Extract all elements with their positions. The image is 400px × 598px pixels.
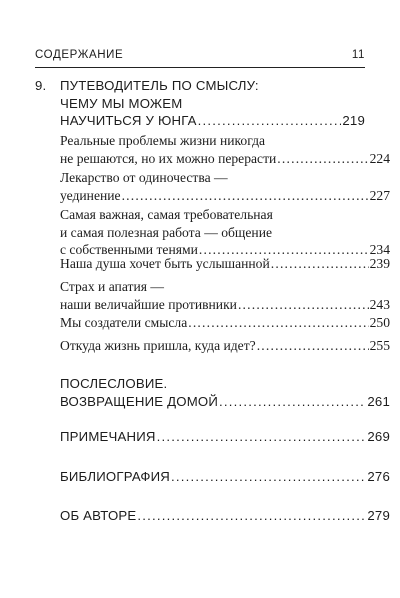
chapter-title-line-3: НАУЧИТЬСЯ У ЮНГА [60,113,197,128]
page-ref: 234 [369,242,390,257]
section-title-line-1: Наша душа хочет быть услышанной [60,256,270,271]
toc-about-author[interactable] [35,508,390,526]
page-ref: 250 [369,315,390,330]
page-ref: 279 [367,508,390,523]
section-title-line-1: Самая важная, самая требовательная [60,207,273,222]
bibliography-title: БИБЛИОГРАФИЯ [60,469,171,484]
page-ref: 227 [369,187,390,203]
dot-leader [219,394,366,409]
toc-chapter-9[interactable] [35,78,365,131]
section-title-line-1: Мы создатели смысла [60,315,188,330]
page-ref: 239 [369,256,390,271]
page-ref: 276 [367,469,390,484]
toc-notes[interactable] [35,429,390,447]
dot-leader [188,315,368,331]
dot-leader [122,188,369,204]
afterword-title-line-1: ПОСЛЕСЛОВИЕ. [60,376,168,391]
toc-section[interactable] [35,170,390,205]
dot-leader [271,256,369,272]
header-rule [35,67,365,68]
about-author-title: ОБ АВТОРЕ [60,508,137,523]
section-title-line-2: уединение [60,187,121,203]
page-ref: 219 [342,113,365,128]
notes-title: ПРИМЕЧАНИЯ [60,429,156,444]
chapter-title-line-1: ПУТЕВОДИТЕЛЬ ПО СМЫСЛУ: [60,78,259,93]
section-title-line-1: Лекарство от одиночества — [60,170,228,185]
page-ref: 269 [367,429,390,444]
dot-leader [171,469,366,484]
section-title-line-2: наши величайшие противники [60,296,237,312]
afterword-title-line-2: ВОЗВРАЩЕНИЕ ДОМОЙ [60,393,219,409]
running-header [35,49,365,61]
section-title-line-2: не решаются, но их можно перерасти [60,150,277,166]
section-title-line-2: и самая полезная работа — общение [60,224,272,240]
dot-leader [157,429,367,444]
dot-leader [257,338,369,354]
section-title-line-1: Реальные проблемы жизни никогда [60,133,266,148]
chapter-title-line-2: ЧЕМУ МЫ МОЖЕМ [60,95,183,111]
section-title: СОДЕРЖАНИЕ [35,49,124,61]
toc-section[interactable] [35,279,390,314]
section-title-line-3: с собственными тенями [60,242,198,257]
toc-afterword[interactable] [35,376,390,411]
section-title-line-1: Страх и апатия — [60,279,164,294]
page-ref: 224 [369,150,390,166]
dot-leader [198,113,342,128]
dot-leader [277,151,368,167]
page-ref: 255 [369,338,390,353]
toc-bibliography[interactable] [35,469,390,487]
page-number: 11 [351,49,365,61]
toc-section[interactable] [35,207,390,260]
section-title-line-1: Откуда жизнь пришла, куда идет? [60,338,256,353]
page-ref: 243 [369,296,390,312]
chapter-number: 9. [35,78,47,93]
toc-section[interactable] [35,338,390,356]
toc-section[interactable] [35,315,390,333]
dot-leader [238,297,369,313]
dot-leader [137,508,366,523]
toc-section[interactable] [35,133,390,168]
page-ref: 261 [367,393,390,409]
toc-section[interactable] [35,256,390,274]
